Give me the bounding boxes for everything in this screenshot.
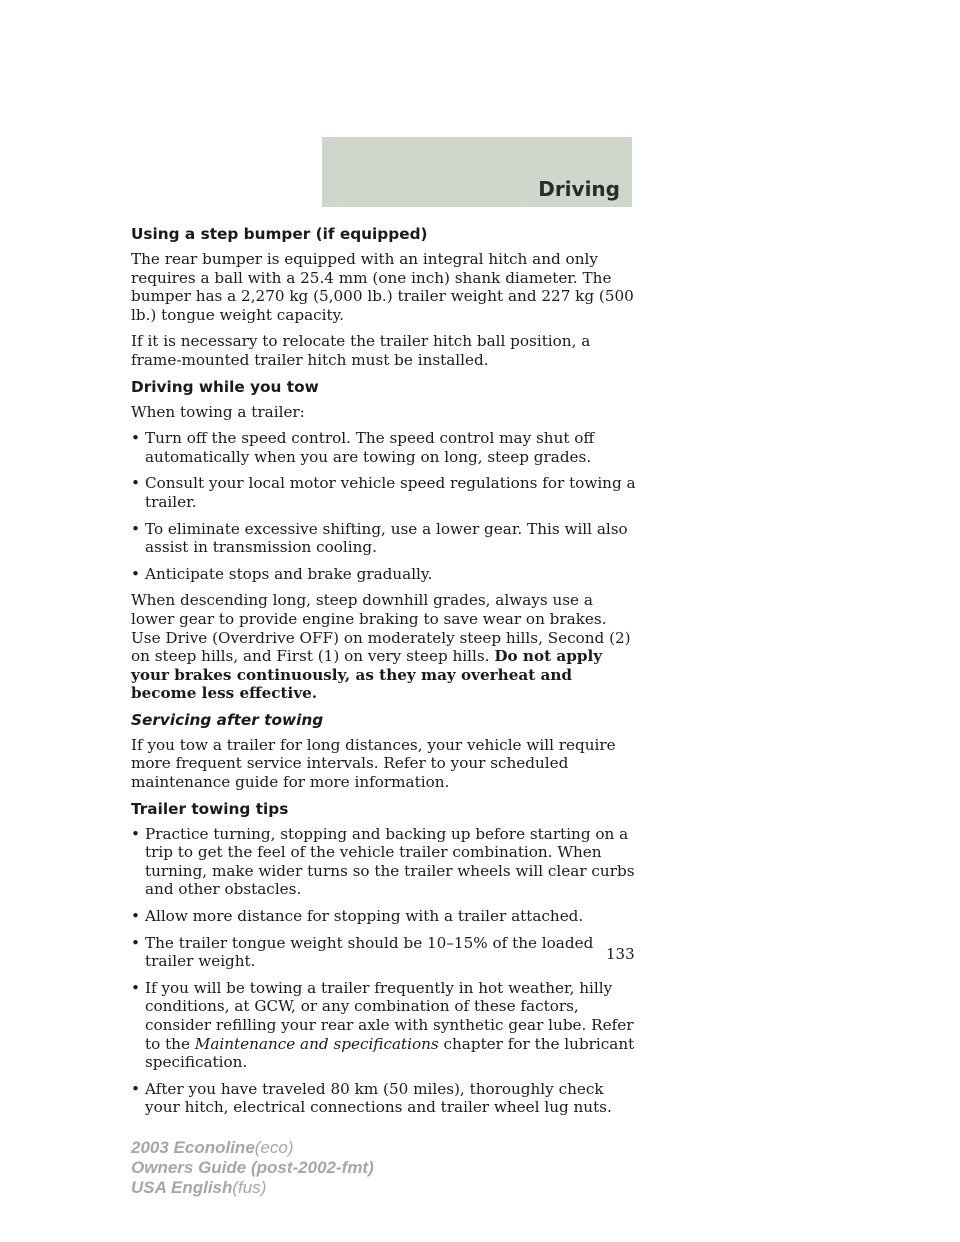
- list-item: • Consult your local motor vehicle speed regulations for towing a trailer.: [131, 474, 636, 511]
- bullet-glyph: •: [131, 978, 140, 997]
- bullet-glyph: •: [131, 824, 140, 843]
- paragraph-when-towing: When towing a trailer:: [131, 402, 305, 421]
- chapter-header-band: [322, 137, 632, 207]
- section-heading-driving-tow: Driving while you tow: [131, 377, 319, 396]
- section-heading-step-bumper: Using a step bumper (if equipped): [131, 225, 428, 243]
- footer-line-model: 2003 Econoline(eco): [131, 1138, 294, 1157]
- bullet-glyph: •: [131, 429, 140, 448]
- paragraph-bumper-capacity: The rear bumper is equipped with an integral hitch and only requires a ball with a 25.4 mm (one inch) shank diameter. The bumper has a 2,270 kg (5,000 lb.) trailer weight and 227 kg (500 lb.) tongue weight capacity.: [131, 250, 634, 324]
- chapter-reference: Maintenance and specifications: [194, 1034, 439, 1053]
- list-item: • Turn off the speed control. The speed control may shut off automatically when you are towing on long, steep grades.: [131, 429, 595, 466]
- bullet-glyph: •: [131, 933, 140, 952]
- bullet-glyph: •: [131, 474, 140, 493]
- section-heading-towing-tips: Trailer towing tips: [131, 799, 289, 818]
- paragraph-service-intervals: If you tow a trailer for long distances, your vehicle will require more frequent service intervals. Refer to your scheduled maintenance guide for more information.: [131, 735, 616, 792]
- document-footer: [131, 1138, 374, 1198]
- footer-line-language: USA English(fus): [131, 1178, 267, 1197]
- bullet-glyph: •: [131, 1079, 140, 1098]
- paragraph-relocate-hitch: If it is necessary to relocate the trailer hitch ball position, a frame-mounted trailer hitch must be installed.: [131, 332, 591, 369]
- list-item: • Practice turning, stopping and backing up before starting on a trip to get the feel of the vehicle trailer combination. When turning, make wider turns so the trailer wheels will clear curbs and other obstacles.: [131, 824, 635, 899]
- list-item: • If you will be towing a trailer frequently in hot weather, hilly conditions, at GCW, or any combination of these factors, consider refilling your rear axle with synthetic gear lube. Refer to the Maintenance and specifications chapter for the lubricant specification.: [131, 978, 635, 1072]
- brake-warning: Do not apply your brakes continuously, as they may overheat and become less effective.: [131, 647, 603, 703]
- list-item: • To eliminate excessive shifting, use a lower gear. This will also assist in transmission cooling.: [131, 519, 628, 557]
- page-number: 133: [606, 945, 635, 963]
- footer-line-guide: Owners Guide (post-2002-fmt): [131, 1158, 374, 1177]
- list-item: • The trailer tongue weight should be 10–15% of the loaded trailer weight.: [131, 933, 594, 971]
- bullet-glyph: •: [131, 564, 140, 583]
- towing-tips-list: [131, 825, 636, 1117]
- section-heading-servicing: Servicing after towing: [131, 710, 324, 729]
- paragraph-descending-grades: When descending long, steep downhill grades, always use a lower gear to provide engine braking to save wear on brakes. Use Drive (Overdrive OFF) on moderately steep hills, Second (2) on steep hills, and First (1) on very steep hills. Do not apply your brakes continuously, as they may overheat and become less effective.: [131, 591, 631, 703]
- page-content: [131, 225, 636, 1125]
- chapter-title: Driving: [538, 177, 620, 201]
- list-item: • Allow more distance for stopping with a trailer attached.: [131, 907, 584, 926]
- bullet-glyph: •: [131, 519, 140, 538]
- bullet-glyph: •: [131, 907, 140, 926]
- list-item: • Anticipate stops and brake gradually.: [131, 564, 433, 583]
- driving-tow-list: [131, 429, 636, 583]
- list-item: • After you have traveled 80 km (50 miles), thoroughly check your hitch, electrical connections and trailer wheel lug nuts.: [131, 1079, 612, 1117]
